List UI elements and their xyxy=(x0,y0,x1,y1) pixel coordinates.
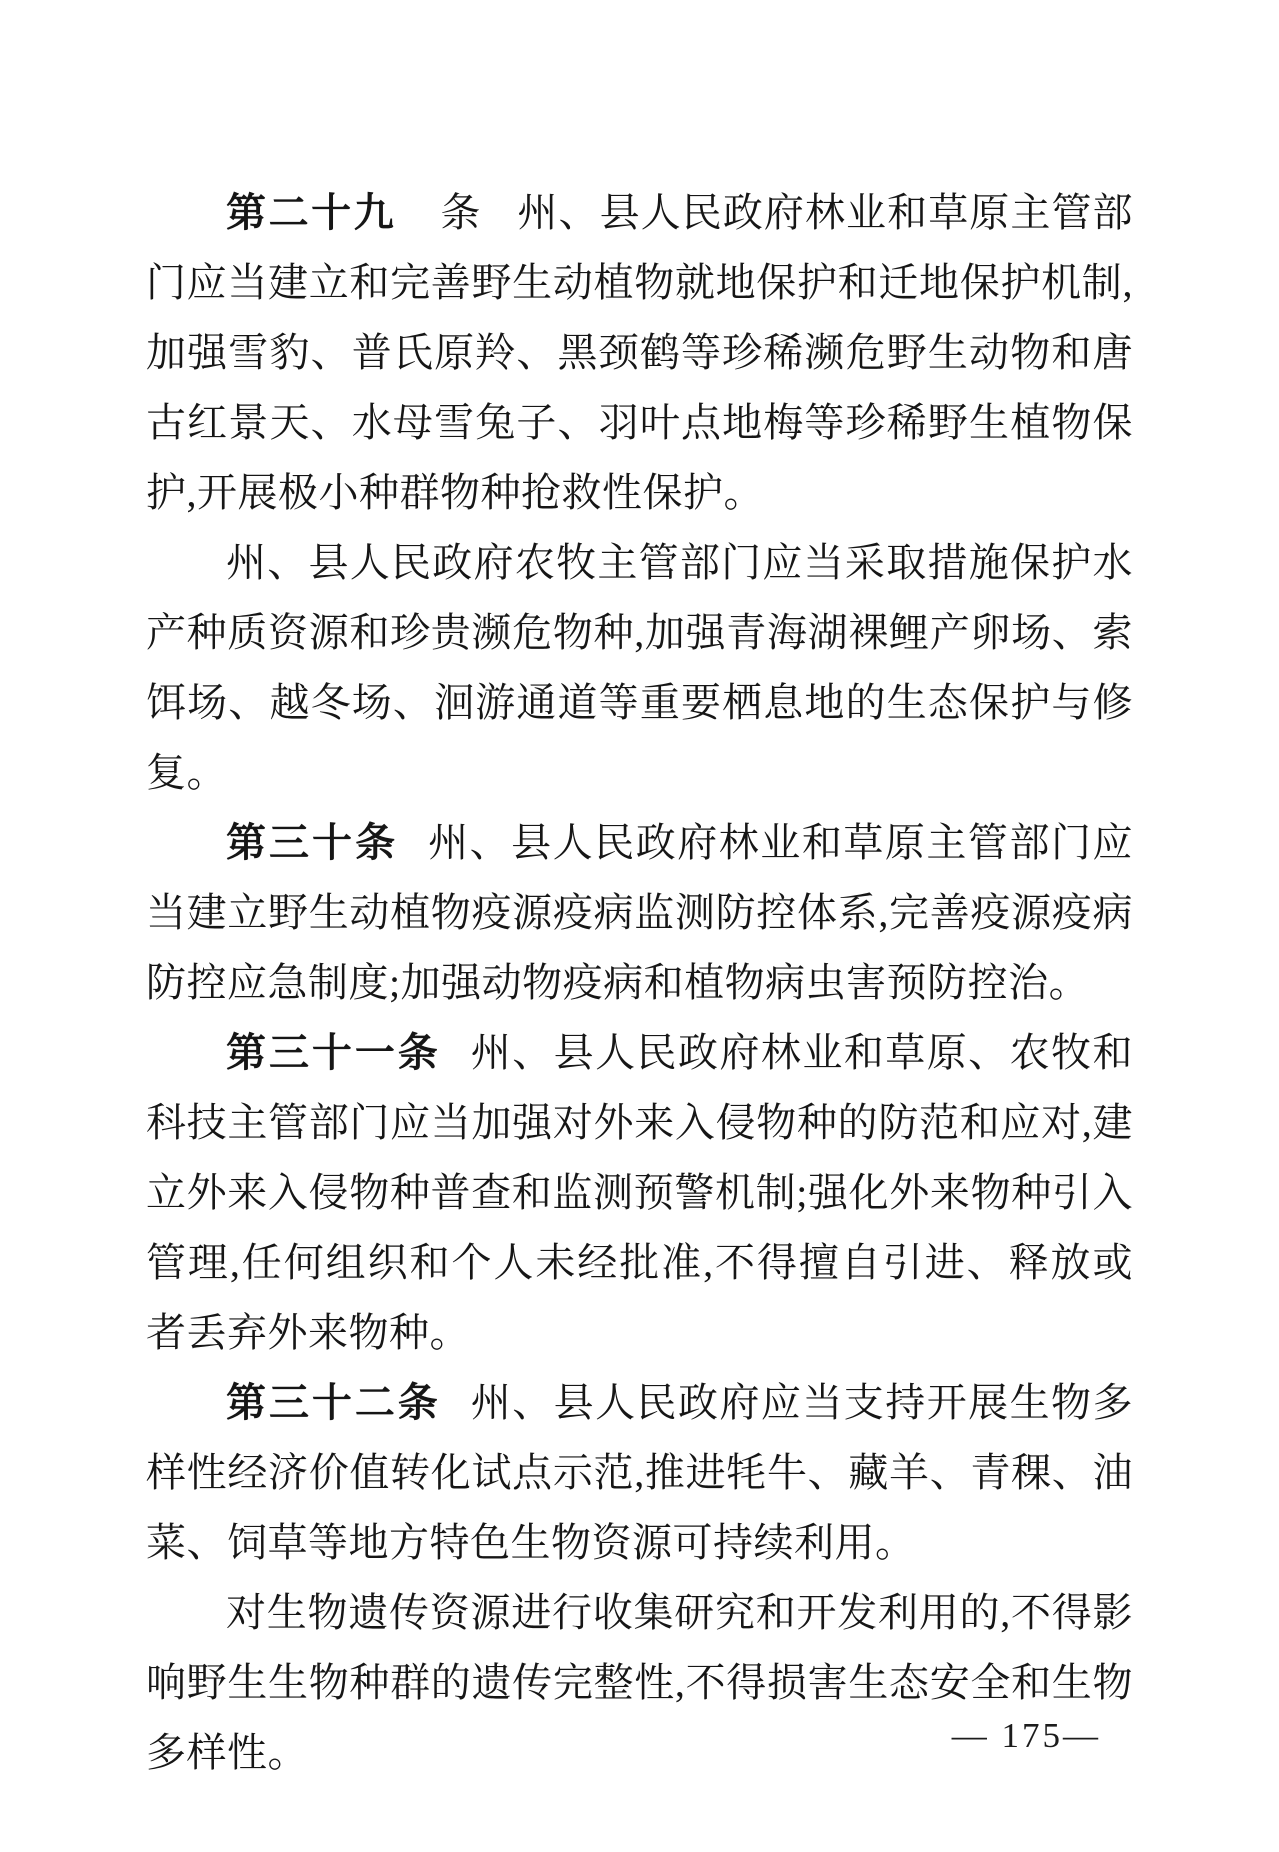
paragraph-text: 州、县人民政府林业和草原主管部门应当建立和完善野生动植物就地保护和迁地保护机制,加强雪豹、普氏原羚、黑颈鹤等珍稀濒危野生动物和唐古红景天、水母雪兔子、羽叶点地梅等珍稀野生植物保护,开展极小种群物种抢救性保护。 xyxy=(146,190,1134,515)
paragraph-text: 州、县人民政府林业和草原、农牧和科技主管部门应当加强对外来入侵物种的防范和应对,建立外来入侵物种普查和监测预警机制;强化外来物种引入管理,任何组织和个人未经批准,不得擅自引进、释放或者丢弃外来物种。 xyxy=(146,1030,1133,1355)
paragraph xyxy=(146,1368,1133,1578)
paragraph xyxy=(146,808,1133,1018)
article-number-suffix: 条 xyxy=(440,190,482,235)
article-number: 第三十一条 xyxy=(226,1031,441,1075)
paragraph-text: 对生物遗传资源进行收集研究和开发利用的,不得影响野生生物种群的遗传完整性,不得损害生态安全和生物多样性。 xyxy=(146,1590,1133,1775)
paragraph-text: 州、县人民政府农牧主管部门应当采取措施保护水产种质资源和珍贵濒危物种,加强青海湖裸鲤产卵场、索饵场、越冬场、洄游通道等重要栖息地的生态保护与修复。 xyxy=(146,540,1133,795)
paragraph xyxy=(146,1018,1133,1368)
paragraph-text: 州、县人民政府林业和草原主管部门应当建立野生动植物疫源疫病监测防控体系,完善疫源疫病防控应急制度;加强动物疫病和植物病虫害预防控治。 xyxy=(146,820,1134,1005)
paragraph-text: 州、县人民政府应当支持开展生物多样性经济价值转化试点示范,推进牦牛、藏羊、青稞、油菜、饲草等地方特色生物资源可持续利用。 xyxy=(146,1380,1133,1565)
paragraph xyxy=(146,1578,1133,1788)
article-number: 第三十二条 xyxy=(226,1381,441,1425)
paragraph xyxy=(146,528,1133,808)
page-number: — 175— xyxy=(951,1716,1101,1755)
article-number: 第二十九 xyxy=(226,191,397,235)
article-number: 第三十条 xyxy=(226,821,399,865)
paragraph xyxy=(146,178,1133,528)
